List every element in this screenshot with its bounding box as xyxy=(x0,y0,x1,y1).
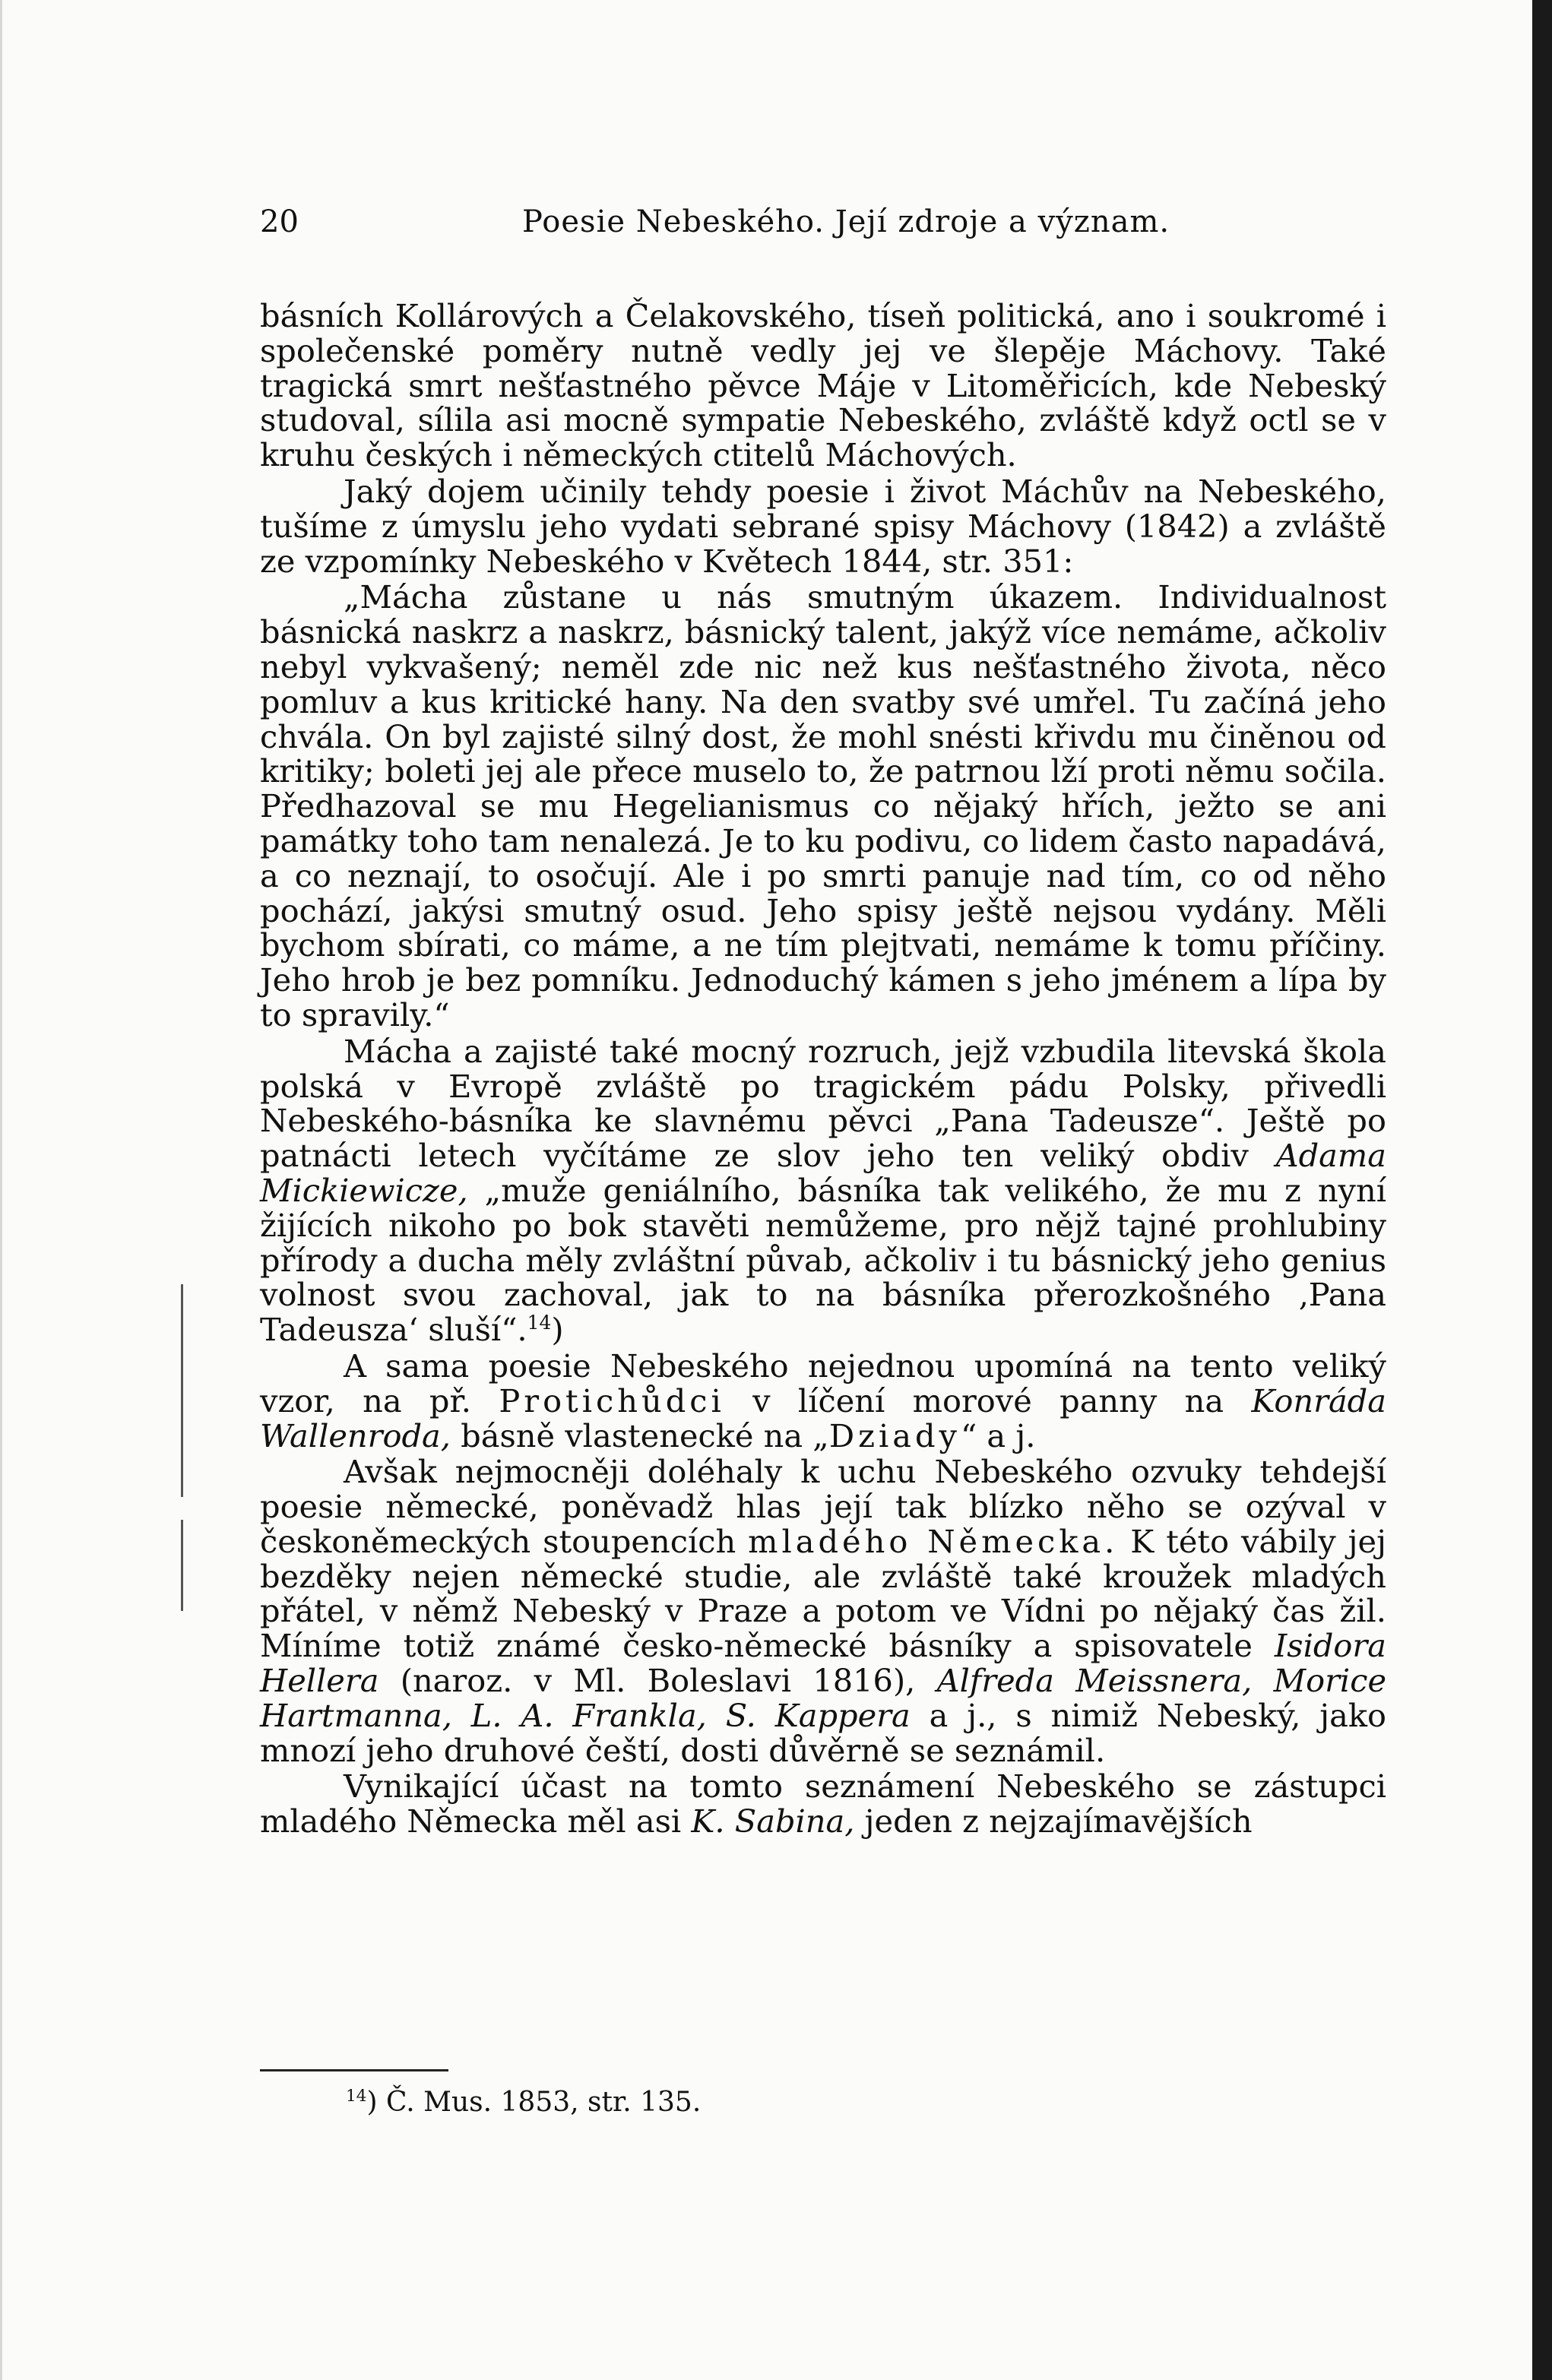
paragraph xyxy=(260,299,1386,473)
paragraph xyxy=(260,1454,1386,1768)
scan-edge-left xyxy=(0,0,2,2380)
footnote xyxy=(346,2086,701,2119)
footnote-marker: 14 xyxy=(346,2087,367,2106)
paragraph xyxy=(260,1034,1386,1347)
text-run: “ a j. xyxy=(960,1416,1036,1454)
text-run: (naroz. v Ml. Boleslavi 1816), xyxy=(378,1662,937,1700)
italic-run: Konráda Wallenroda, xyxy=(260,1381,1386,1454)
text-run: Jaký dojem učinily tehdy poesie i život Máchův na Nebeského, tušíme z úmyslu jeho vydati sebrané spisy Máchovy (1842) a zvláště ze vzpomínky Nebeského v Květech 1844, str. 351: xyxy=(260,472,1386,580)
text-run: Vynikající účast na tomto seznámení Nebeského se zástupci mladého Německa měl asi xyxy=(260,1768,1386,1840)
text-run: „muže geniálního, básníka tak velikého, že mu z nyní žijících nikoho po bok stavěti nemůžeme, pro nějž tajné prohlubiny přírody a ducha měly zvláštní půvab, ačkoliv i tu básnický jeho genius volnost svou zachoval, jak to na básníka přerozkošného ‚Pana Tadeusza‘ sluší“. xyxy=(260,1171,1386,1349)
text-run: básně vlastenecké na „ xyxy=(450,1416,829,1454)
spaced-run: Dziady xyxy=(828,1416,961,1454)
footnote-reference: 14 xyxy=(527,1312,552,1334)
footnote-rule xyxy=(260,2069,448,2071)
text-run: a j., s nimiž Nebeský, jako mnozí jeho druhové čeští, dosti důvěrně se seznámil. xyxy=(260,1696,1386,1769)
italic-run: Alfreda Meissnera, Morice Hartmanna, L. A. Frankla, S. Kappera xyxy=(260,1662,1386,1734)
italic-run: Isidora Hellera xyxy=(260,1627,1386,1700)
margin-pencil-mark xyxy=(181,1520,183,1611)
paragraph-quote xyxy=(260,580,1386,1032)
text-run: ) xyxy=(551,1311,564,1349)
italic-run: K. Sabina, xyxy=(691,1802,855,1840)
paragraph xyxy=(260,1769,1386,1839)
running-header xyxy=(260,199,1385,245)
spaced-run: mladého Německa. xyxy=(748,1522,1119,1560)
text-run: Avšak nejmocněji doléhaly k uchu Nebeského ozvuky tehdejší poesie německé, poněvadž hlas její tak blízko něho se ozýval v českoněmeckých stoupencích xyxy=(260,1453,1386,1560)
spaced-run: Protichůdci xyxy=(499,1381,725,1419)
text-run: jeden z nejzajímavějších xyxy=(854,1802,1253,1840)
page-number: 20 xyxy=(260,204,299,239)
text-run: A sama poesie Nebeského nejednou upomíná na tento veliký vzor, na př. xyxy=(260,1347,1386,1419)
text-run: Mácha a zajisté také mocný rozruch, jejž vzbudila litevská škola polská v Evropě zvláště po tragickém pádu Polsky, přivedli Nebeského-básníka ke slavnému pěvci „Pana Tadeusze“. Ještě po patnácti letech vyčítáme ze slov jeho ten veliký obdiv xyxy=(260,1032,1386,1175)
footnote-text: ) Č. Mus. 1853, str. 135. xyxy=(366,2087,702,2118)
text-run: v líčení morové panny na xyxy=(724,1381,1252,1419)
italic-run: Adama Mickiewicze, xyxy=(260,1137,1386,1209)
paragraph xyxy=(260,474,1386,578)
text-run: „Mácha zůstane u nás smutným úkazem. Individualnost básnická naskrz a naskrz, básnický talent, jakýž více nemáme, ačkoliv nebyl vykvašený; neměl zde nic než kus nešťastného života, něco pomluv a kus kritické hany. Na den svatby své umřel. Tu začíná jeho chvála. On byl zajisté silný dost, že mohl snésti křivdu mu činěnou od kritiky; boleti jej ale přece muselo to, že patrnou lží proti němu sočila. Předhazoval se mu Hegelianismus co nějaký hřích, ježto se ani památky toho tam nenalezá. Je to ku podivu, co lidem často napadává, a co neznají, to osočují. Ale i po smrti panuje nad tím, co od něho pochází, jakýsi smutný osud. Jeho spisy ještě nejsou vydány. Měli bychom sbírati, co máme, a ne tím plejtvati, nemáme k tomu příčiny. Jeho hrob je bez pomníku. Jednoduchý kámen s jeho jménem a lípa by to spravily.“ xyxy=(260,578,1386,1033)
scan-edge-right xyxy=(1532,0,1552,2380)
body-text xyxy=(260,299,1386,1839)
text-run: K této vábily jej bezděky nejen německé studie, ale zvláště také kroužek mladých přátel, v němž Nebeský v Praze a potom ve Vídni po nějaký čas žil. Míníme totiž známé česko-německé básníky a spisovatele xyxy=(260,1522,1386,1665)
text-run: básních Kollárových a Čelakovského, tíseň politická, ano i soukromé i společenské poměry nutně vedly jej ve šlepěje Máchovy. Také tragická smrt nešťastného pěvce Máje v Litoměřicích, kde Nebeský studoval, sílila asi mocně sympatie Nebeského, zvláště když octl se v kruhu českých i německých ctitelů Máchových. xyxy=(260,297,1386,474)
paragraph xyxy=(260,1349,1386,1453)
margin-pencil-mark xyxy=(181,1284,183,1497)
running-title: Poesie Nebeského. Její zdroje a význam. xyxy=(522,204,1170,239)
